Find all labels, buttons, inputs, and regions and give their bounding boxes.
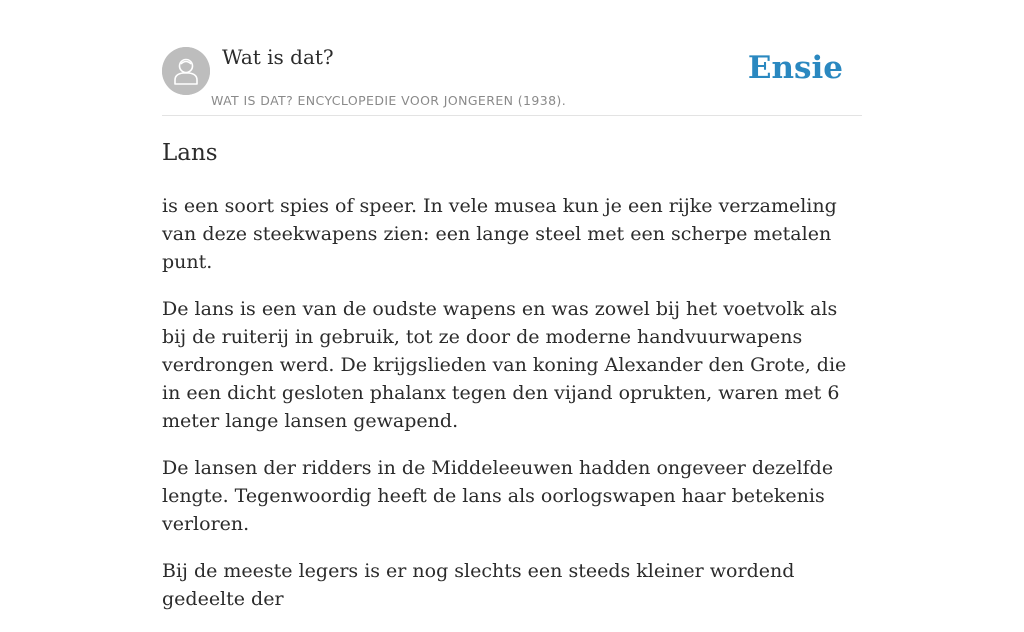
paragraph: De lans is een van de oudste wapens en was zowel bij het voetvolk als bij de ruiterij in gebruik, tot ze door de moderne handvuurwapens verdrongen werd. De krijgslieden van koning Alexander den Grote, die in een dicht gesloten phalanx tegen den vijand oprukten, waren met 6 meter lange lansen gewapend. — [162, 298, 847, 432]
article-page — [162, 0, 862, 610]
paragraph: is een soort spies of speer. In vele musea kun je een rijke verzameling van deze steekwapens zien: een lange steel met een scherpe metalen punt. — [162, 195, 837, 273]
user-icon[interactable] — [162, 47, 210, 95]
source-header — [162, 0, 862, 116]
paragraph: De lansen der ridders in de Middeleeuwen hadden ongeveer dezelfde lengte. Tegenwoordig heeft de lans als oorlogswapen haar betekenis verloren. — [162, 457, 834, 535]
brand-logo[interactable]: Ensie — [747, 50, 843, 86]
source-title[interactable]: Wat is dat? — [222, 45, 334, 69]
entry-title: Lans — [162, 140, 218, 166]
paragraph: Bij de meeste legers is er nog slechts een steeds kleiner wordend gedeelte der — [162, 560, 795, 610]
entry-body — [162, 192, 862, 632]
source-subtitle: WAT IS DAT? ENCYCLOPEDIE VOOR JONGEREN (1938). — [211, 93, 567, 108]
